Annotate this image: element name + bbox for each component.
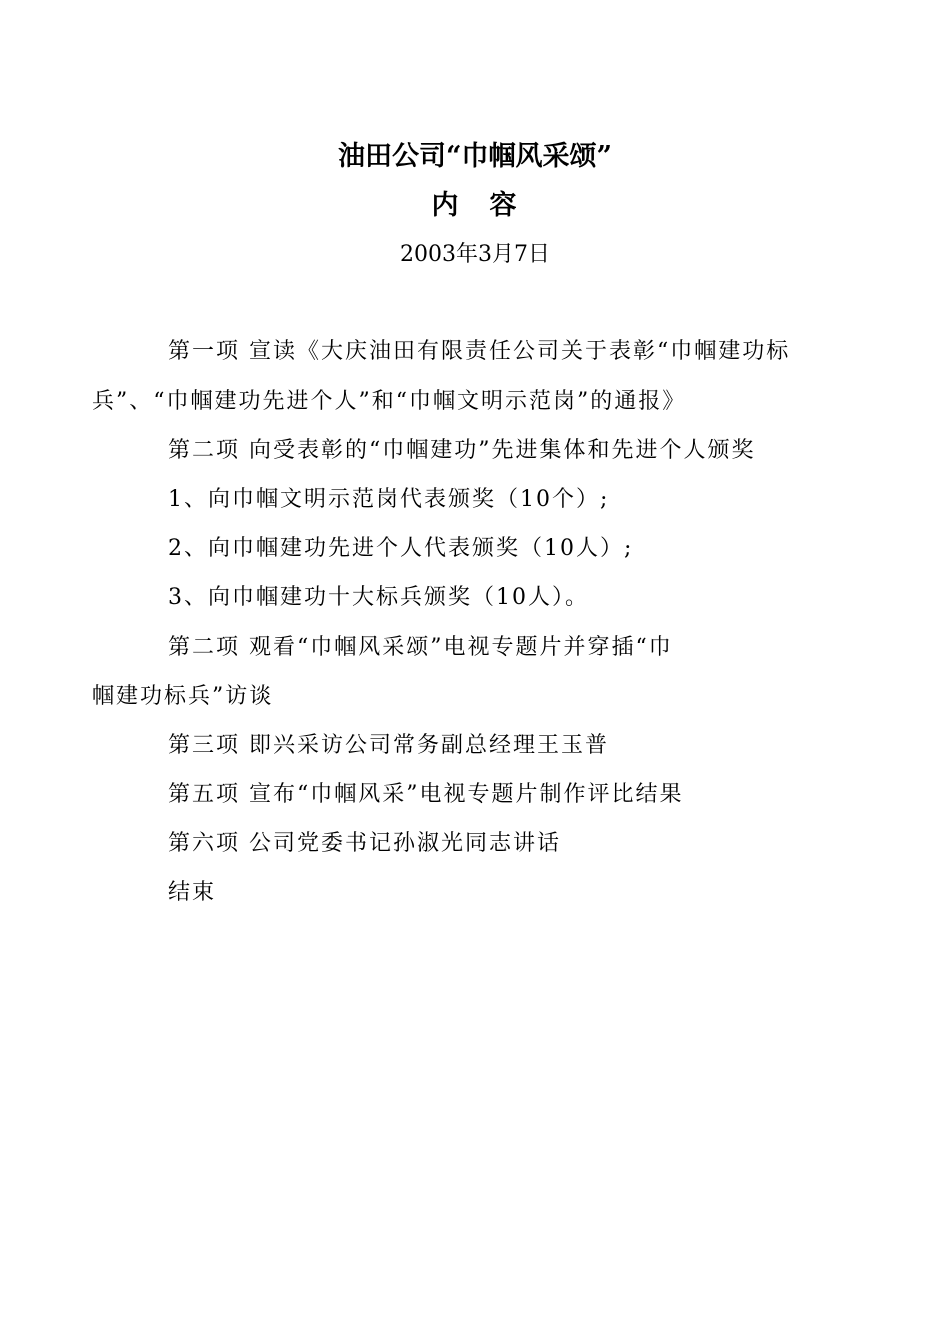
agenda-end: 结束 (168, 880, 217, 905)
agenda-subitem-3: 3、向巾帼建功十大标兵颁奖（10人）。 (168, 585, 589, 610)
agenda-item-5: 第五项 宣布“巾帼风采”电视专题片制作评比结果 (168, 782, 684, 807)
agenda-item-6: 第六项 公司党委书记孙淑光同志讲话 (168, 831, 561, 856)
document-date: 2003年3月7日 (400, 242, 550, 267)
agenda-subitem-1: 1、向巾帼文明示范岗代表颁奖（10个）; (168, 487, 610, 512)
document-subtitle: 内 容 (431, 190, 519, 221)
agenda-item-2: 第二项 向受表彰的“巾帼建功”先进集体和先进个人颁奖 (168, 438, 756, 463)
agenda-item-3-line-1: 第二项 观看“巾帼风采颂”电视专题片并穿插“巾 (168, 635, 673, 660)
agenda-item-3-line-2: 帼建功标兵”访谈 (92, 684, 274, 709)
document-title: 油田公司“巾帼风采颂” (337, 141, 613, 172)
agenda-item-1-line-2: 兵”、“巾帼建功先进个人”和“巾帼文明示范岗”的通报》 (92, 389, 687, 414)
agenda-item-4: 第三项 即兴采访公司常务副总经理王玉普 (168, 733, 609, 758)
agenda-subitem-2: 2、向巾帼建功先进个人代表颁奖（10人）; (168, 536, 634, 561)
agenda-item-1-line-1: 第一项 宣读《大庆油田有限责任公司关于表彰“巾帼建功标 (168, 339, 791, 364)
